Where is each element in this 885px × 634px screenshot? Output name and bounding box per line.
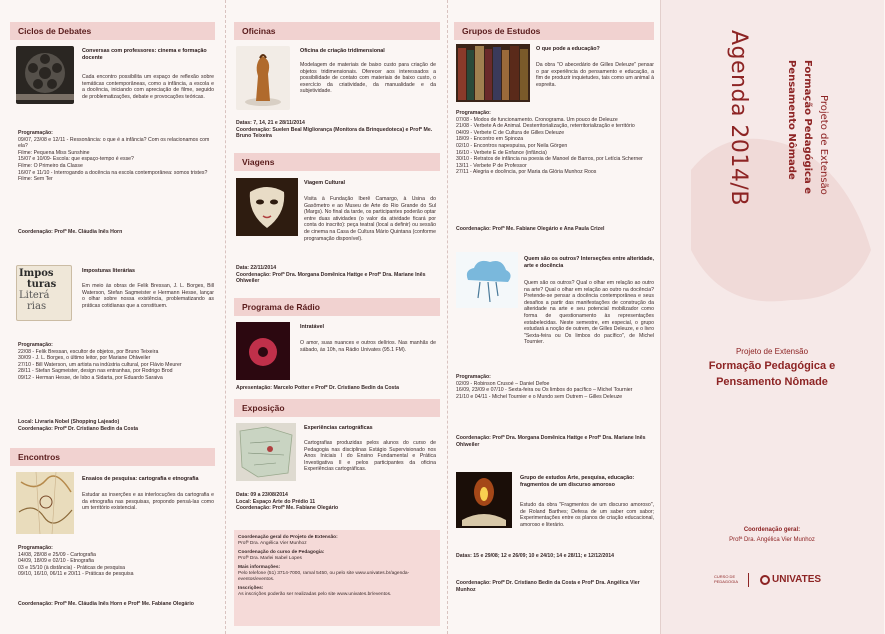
radio-apres: Apresentação: Marcelo Potter e Profº Dr. Cristiano Bedin da Costa — [236, 385, 400, 391]
g1-body: Da obra "O abecedário de Gilles Deleuze" pensar o par experiência do pensamento e educação, a fim de produzir inquietudes, tais como um animal à espreita. — [536, 62, 654, 88]
candle-book-image — [456, 472, 512, 528]
oficinas-body: Modelagem de materiais de baixo custo para criação de objetos tridimensionais. Oferecer aos interessados a possibilidade de contato com materiais de baixo custo, o exercício da criatividade, da manualidade e da subjetividade. — [300, 62, 436, 95]
g2-coord: Coordenação: Profª Dra. Morgana Domênica Hattge e Profª Dra. Mariane Inês Ohlweiler — [456, 435, 646, 448]
g1-title: O que pode a educação? — [536, 46, 600, 52]
g2-body-top: Quem são os outros? Qual o olhar em relação ao outro na arte? Qual o olhar em relação ao outro na docência? Pretende-se pensar a docência contemporânea e seus desafios a partir das manifestações de construção da alteridade na arte e seu potencial mobilizador como forma de questionamento às representações estabelecidas. Neste semestre, em especial, o grupo estudará a noção de outrem, de Gilles Deleuze, e o livro "Sexta-feira ou Os limbos do pacífico", de Michel Tournier. — [524, 280, 654, 346]
g2-title: Quem são os outros? Interseções entre alteridade, arte e docência — [524, 256, 655, 269]
g3-body: Estudo da obra "Fragmentos de um discurso amoroso", de Roland Barthes; Defesa de um saber com sabor; Experimentações entre os planos de criação educacional, amoroso e literário. — [520, 502, 654, 528]
viagens-header: Viagens — [234, 153, 440, 171]
curso-logo: CURSO DE PEDAGOGIA — [714, 574, 739, 584]
cover-vertical-sub1: Projeto de Extensão — [818, 95, 829, 195]
g3-coord: Coordenação: Profº Dr. Cristiano Bedin da Costa e Profª Dra. Angélica Vier Munhoz — [456, 580, 640, 593]
radio-header: Programa de Rádio — [234, 298, 440, 316]
encontros-program: Programação: 14/08, 28/08 e 25/09 - Cartografia 04/09, 18/09 e 02/10 - Etnografia 03 e 15/10 (à distância) - Práticas de pesquisa 09/10, 16/10, 06/11 e 20/11 - Práticas de pesquisa — [18, 545, 134, 578]
g2-program: Programação: 02/09 - Robinson Crusoé – Daniel Defoe 16/09, 23/09 e 07/10 - Sexta-feira ou Os limbos do pacífico – Michel Tournier 21/10 e 04/11 - Michel Tournier e o Mundo sem Outrem – Gilles Deleuze — [456, 374, 633, 400]
univates-icon — [760, 575, 770, 585]
univates-logo: UNIVATES — [760, 574, 821, 585]
radio-title: Intratável — [300, 324, 324, 330]
imposturas-title: Imposturas literárias — [82, 268, 136, 274]
grupos-header: Grupos de Estudos — [454, 22, 654, 40]
cartography-image — [236, 423, 296, 481]
map-image — [16, 472, 74, 534]
info-text: Coordenação geral do Projeto de Extensão: Profª Dra. Angélica Vier Munhoz Coordenação do curso de Pedagogia: Profª Dra. Marlei Isabel Lopes Mais informações: Pelo telefone (51) 3714-7000, ramal 5450, ou pelo site www.univates.br/agenda-eventos/eventos. Inscrições: As inscrições poderão ser realizadas pelo site www.univates.br/eventos. — [238, 535, 410, 597]
cover-vertical-sub2: Formação Pedagógica e — [802, 60, 813, 194]
g3-title: Grupo de estudos Arte, pesquisa, educação: fragmentos de um discurso amoroso — [520, 475, 635, 488]
ciclos-body: Cada encontro possibilita um espaço de reflexão sobre temáticas contemporâneas, como a infância, a escola e a docência, iniciando com apreciação de filme, seguido de problematizações, debate e provocações teóricas. — [82, 74, 214, 100]
logo-divider — [748, 573, 749, 587]
imposturas-local: Local: Livraria Nobel (Shopping Lajeado) Coordenação: Profº Dr. Cristiano Bedin da Costa — [18, 419, 139, 432]
g1-program: Programação: 07/08 - Modos de funcionamento. Cronograma. Um pouco de Deleuze 21/08 - Verbete A de Animal. Desterritorialização, reterritorialização e território 04/09 - Verbete C de Cultura de Gilles Deleuze 18/09 - Encontro em Spinoza 02/10 - Encontros napespuisa, por Neila Görgen 16/10 - Verbete E de Enfance (infância) 30/10 - Retratos de infância na poesia de Manoel de Barros, por Letícia Scherner 13/11 - Verbete P de Professor 27/11 - Alegria e docência, por Maria da Glória Munhoz Roos — [456, 110, 643, 176]
encontros-coord: Coordenação: Profª Me. Cláudia Inês Horn e Profª Me. Fabiane Olegário — [18, 601, 194, 607]
radio-image — [236, 322, 290, 380]
oficinas-dates: Datas: 7, 14, 21 e 28/11/2014 Coordenação: Suelen Beal Migliorança (Monitora da Brinquedoteca) e Profº Me. Bruno Teixeira — [236, 120, 433, 140]
cover-title-1: Formação Pedagógica e — [708, 360, 836, 372]
viagens-title: Viagem Cultural — [304, 180, 345, 186]
cover-vertical-sub3: Pensamento Nômade — [786, 60, 797, 180]
imposturas-program: Programação: 22/08 - Felik Bressan, escultor de objetos, por Bruno Teixeira 30/09 - J. L. Borges, o último leitor, por Mariane Ohlweiler 27/10 - Bill Waterson, um artista na indústria cultural, por Flávio Meurer 28/11 - Stefan Sagmeister, design nas entranhas, por Rodrigo Brod 09/12 - Herman Hesse, de Isbo a Sidarta, por Eduardo Saraiva — [18, 342, 182, 381]
books-image — [456, 44, 530, 102]
cover-project: Projeto de Extensão — [735, 347, 809, 356]
imposturas-body: Em meio às obras de Felik Bressan, J. L. Borges, Bill Waterson, Stefan Sagmeister e Hermann Hesse, lançar o olhar sobre nossa existência, problematizando as práticas cotidianas que a constituem. — [82, 283, 214, 309]
oficinas-title: Oficina de criação tridimensional — [300, 48, 385, 54]
oficinas-header: Oficinas — [234, 22, 440, 40]
ciclos-header: Ciclos de Debates — [10, 22, 215, 40]
viagens-date: Data: 22/11/2014 Coordenação: Profª Dra. Morgana Domênica Hattge e Profª Dra. Mariane Inês Ohlweiler — [236, 265, 426, 285]
film-reel-image — [16, 46, 74, 104]
imposturas-cover-image: Impos turas Literá rias — [16, 265, 72, 321]
cover-title-2: Pensamento Nômade — [716, 376, 828, 388]
cloud-image — [456, 252, 518, 308]
g1-coord: Coordenação: Profª Me. Fabiane Olegário e Ana Paula Crizel — [456, 226, 605, 232]
cover-coord-label: Coordenação geral: — [743, 527, 801, 533]
sculpture-image — [236, 46, 290, 110]
column-3 — [447, 0, 660, 634]
exposicao-title: Experiências cartográficas — [304, 425, 373, 431]
encontros-body: Estudar as inserções e as interlocuções da cartografia e da etnografia nas pesquisas, propondo pensá-las como um território existencial. — [82, 492, 214, 512]
ciclos-coord: Coordenação: Profª Me. Cláudia Inês Horn — [18, 229, 123, 235]
encontros-header: Encontros — [10, 448, 215, 466]
cover-vertical-title: Agenda 2014/B — [726, 30, 751, 206]
column-2 — [225, 0, 447, 634]
ciclos-title: Conversas com professores: cinema e formação docente — [82, 48, 207, 61]
cover-coord: Profª Dra. Angélica Vier Munhoz — [729, 537, 815, 543]
viagens-body: Visita à Fundação Iberê Camargo, à Usina do Gasômetro e ao Museu de Arte do Rio Grande do Sul (Margs). No final da tarde, os participantes poderão optar entre duas atividades (o valor da atividade ficará por conta do inscrito): peça teatral (local a definir) ou sessão de cinema na Casa de Cultura Mário Quintana (conforme programação disponível). — [304, 196, 436, 242]
column-1 — [0, 0, 225, 634]
exposicao-header: Exposição — [234, 399, 440, 417]
exposicao-info: Data: 09 a 23/08/2014 Local: Espaço Arte do Prédio 11 Coordenação: Profª Me. Fabiane Olegário — [236, 492, 339, 512]
g3-dates: Datas: 15 e 29/08; 12 e 26/09; 10 e 24/10; 14 e 28/11; e 12/12/2014 — [456, 553, 615, 559]
radio-body: O amor, suas nuances e outros delírios. Nas manhãs de sábado, às 10h, na Rádio Univates (95.1 FM). — [300, 340, 436, 353]
exposicao-body: Cartografias produzidas pelos alunos do curso de Pedagogia nas disciplinas Estágio Supervisionado nos Anos Iniciais I do Ensino Fundamental e Prática Investigativa II e pelos participantes da oficina Experiências cartográficas. — [304, 440, 436, 473]
ciclos-program: Programação: 09/07, 23/08 e 12/11 - Ressonância: o que é a infância? Com os relacionamos com ela? Filme: Pequena Miss Sunshine 15/07 e 10/09- Escola: que espaço-tempo é esse? Filme: O Primeiro da Classe 16/07 e 11/10 - Interrogando a docência na escola contemporânea: somos tristes? Filme: Sem Ter — [18, 130, 210, 183]
mask-image — [236, 178, 298, 236]
encontros-title: Ensaios de pesquisa: cartografia e etnografia — [82, 476, 199, 482]
